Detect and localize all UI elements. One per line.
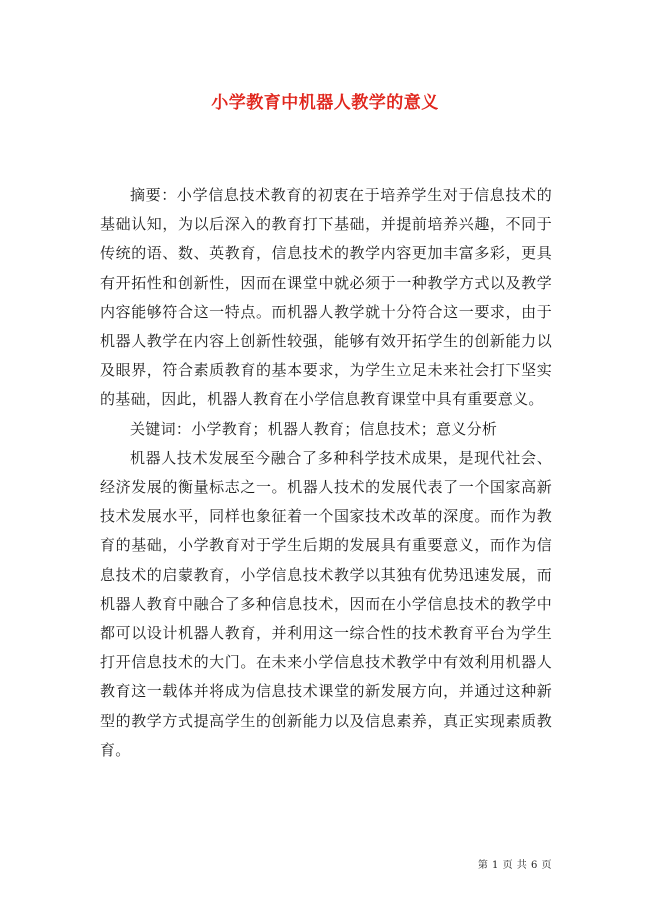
keywords-paragraph: 关键词：小学教育；机器人教育；信息技术；意义分析 <box>130 419 498 438</box>
page-number: 第 1 页 共 6 页 <box>477 860 552 871</box>
document-body <box>100 181 552 765</box>
body-paragraph: 机器人技术发展至今融合了多种科学技术成果，是现代社会、经济发展的衡量标志之一。机器人技术的发展代表了一个国家高新技术发展水平，同样也象征着一个国家技术改革的深度。而作为教育的基础，小学教育对于学生后期的发展具有重要意义，而作为信息技术的启蒙教育，小学信息技术教学以其独有优势迅速发展，而机器人教育中融合了多种信息技术，因而在小学信息技术的教学中都可以设计机器人教育，并利用这一综合性的技术教育平台为学生打开信息技术的大门。在未来小学信息技术教学中有效利用机器人教育这一载体并将成为信息技术课堂的新发展方向，并通过这种新型的教学方式提高学生的创新能力以及信息素养，真正实现素质教育。 <box>100 448 552 759</box>
abstract-paragraph: 摘要：小学信息技术教育的初衷在于培养学生对于信息技术的基础认知，为以后深入的教育打下基础，并提前培养兴趣，不同于传统的语、数、英教育，信息技术的教学内容更加丰富多彩，更具有开拓性和创新性，因而在课堂中就必须于一种教学方式以及教学内容能够符合这一特点。而机器人教学就十分符合这一要求，由于机器人教学在内容上创新性较强，能够有效开拓学生的创新能力以及眼界，符合素质教育的基本要求，为学生立足未来社会打下坚实的基础，因此，机器人教育在小学信息教育课堂中具有重要意义。 <box>100 186 552 409</box>
document-title: 小学教育中机器人教学的意义 <box>211 93 439 113</box>
